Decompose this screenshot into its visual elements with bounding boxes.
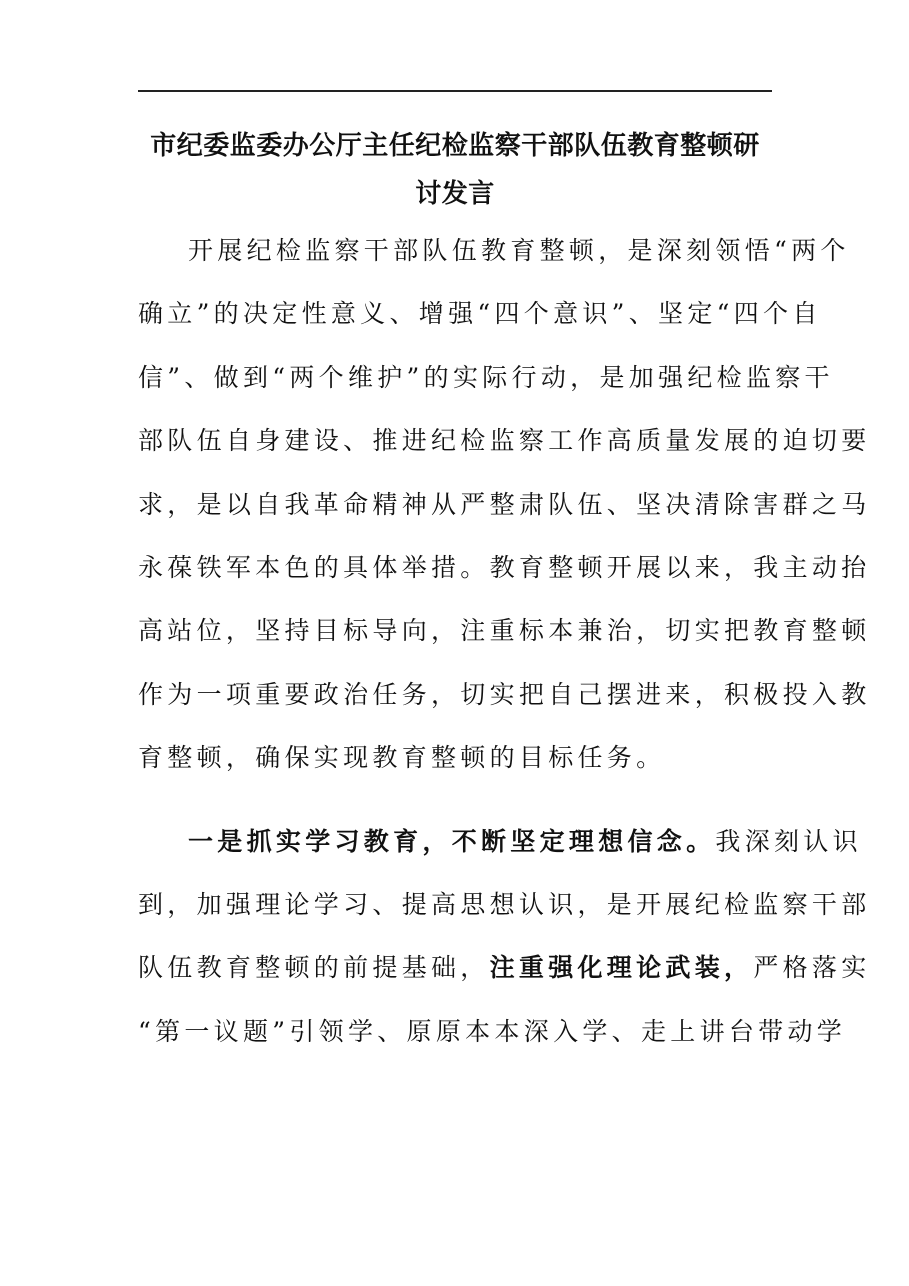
document-body — [138, 226, 871, 1070]
paragraph-1-line: 开展纪检监察干部队伍教育整顿，是深刻领悟“两个 — [188, 236, 850, 265]
paragraph-2-text: 严格落实 — [753, 953, 871, 983]
paragraph-1-line: 求，是以自我革命精神从严整肃队伍、坚决清除害群之马 — [138, 489, 871, 519]
section-heading-study: 一是抓实学习教育，不断坚定理想信念。 — [188, 826, 716, 856]
document-title — [138, 122, 772, 218]
paragraph-2-line — [138, 943, 871, 1006]
paragraph-2-text: 队伍教育整顿的前提基础， — [138, 953, 490, 983]
paragraph-2 — [138, 817, 871, 1071]
title-line-1: 市纪委监委办公厅主任纪检监察干部队伍教育整顿研 — [150, 131, 760, 161]
emphasis-theory: 注重强化理论武装， — [489, 953, 754, 983]
title-line-2: 讨发言 — [415, 179, 495, 209]
paragraph-1 — [138, 226, 871, 797]
paragraph-2-line: “第一议题”引领学、原原本本深入学、走上讲台带动学 — [138, 1016, 847, 1046]
header-rule — [138, 90, 772, 92]
paragraph-1-line: 作为一项重要政治任务，切实把自己摆进来，积极投入教 — [138, 679, 871, 709]
paragraph-1-line: 高站位，坚持目标导向，注重标本兼治，切实把教育整顿 — [138, 616, 871, 646]
paragraph-2-line: 到，加强理论学习、提高思想认识，是开展纪检监察干部 — [138, 889, 871, 919]
paragraph-2-line — [138, 817, 862, 880]
paragraph-1-line: 信”、做到“两个维护”的实际行动，是加强纪检监察干 — [138, 362, 834, 392]
paragraph-2-text: 我深刻认识 — [715, 826, 862, 856]
paragraph-1-line: 永葆铁军本色的具体举措。教育整顿开展以来，我主动抬 — [138, 552, 871, 582]
paragraph-1-line: 育整顿，确保实现教育整顿的目标任务。 — [138, 743, 666, 773]
paragraph-1-line: 部队伍自身建设、推进纪检监察工作高质量发展的迫切要 — [138, 426, 871, 456]
paragraph-gap — [138, 797, 778, 817]
paragraph-1-line: 确立”的决定性意义、增强“四个意识”、坚定“四个自 — [138, 299, 822, 329]
